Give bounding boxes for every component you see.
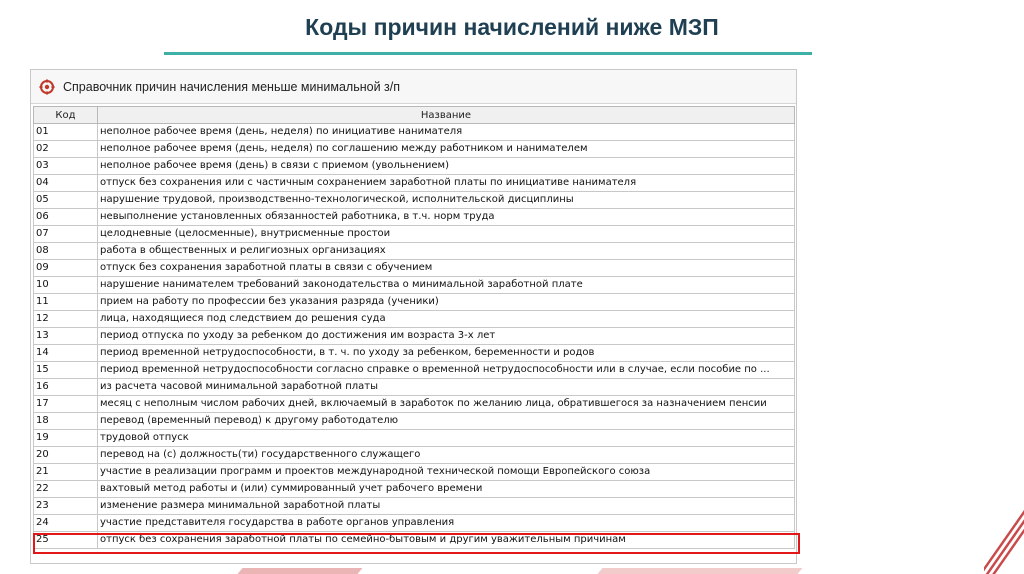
row-code-cell[interactable]: 22 [34,481,98,498]
corner-decoration [984,470,1024,574]
table-row[interactable] [34,532,795,549]
table-row[interactable] [34,481,795,498]
row-code-cell[interactable]: 01 [34,124,98,141]
row-code-cell[interactable]: 06 [34,209,98,226]
row-code-cell[interactable]: 25 [34,532,98,549]
table-row[interactable] [34,209,795,226]
table-row[interactable] [34,430,795,447]
row-name-cell[interactable]: перевод на (с) должность(ти) государственного служащего [98,447,795,464]
table-row[interactable] [34,345,795,362]
row-name-cell[interactable]: период временной нетрудоспособности согласно справке о временной нетрудоспособности или в случае, если пособие по ... [98,362,795,379]
table-row[interactable] [34,243,795,260]
row-code-cell[interactable]: 13 [34,328,98,345]
row-name-cell[interactable]: участие в реализации программ и проектов международной технической помощи Европейского союза [98,464,795,481]
row-code-cell[interactable]: 10 [34,277,98,294]
table-row[interactable] [34,124,795,141]
table-row[interactable] [34,464,795,481]
table-row[interactable] [34,328,795,345]
row-name-cell[interactable]: нарушение нанимателем требований законодательства о минимальной заработной плате [98,277,795,294]
row-code-cell[interactable]: 17 [34,396,98,413]
row-code-cell[interactable]: 14 [34,345,98,362]
row-name-cell[interactable]: участие представителя государства в работе органов управления [98,515,795,532]
table-row[interactable] [34,277,795,294]
row-name-cell[interactable]: из расчета часовой минимальной заработной платы [98,379,795,396]
row-code-cell[interactable]: 08 [34,243,98,260]
row-name-cell[interactable]: отпуск без сохранения или с частичным сохранением заработной платы по инициативе нанимателя [98,175,795,192]
table-body [34,124,795,549]
table-row[interactable] [34,294,795,311]
row-name-cell[interactable]: неполное рабочее время (день, неделя) по инициативе нанимателя [98,124,795,141]
row-code-cell[interactable]: 24 [34,515,98,532]
row-name-cell[interactable]: период временной нетрудоспособности, в т. ч. по уходу за ребенком, беременности и родов [98,345,795,362]
table-row[interactable] [34,260,795,277]
row-code-cell[interactable]: 09 [34,260,98,277]
table-row[interactable] [34,192,795,209]
row-code-cell[interactable]: 04 [34,175,98,192]
row-name-cell[interactable]: лица, находящиеся под следствием до решения суда [98,311,795,328]
row-code-cell[interactable]: 11 [34,294,98,311]
row-code-cell[interactable]: 20 [34,447,98,464]
window-titlebar[interactable] [31,70,796,104]
row-name-cell[interactable]: прием на работу по профессии без указания разряда (ученики) [98,294,795,311]
row-name-cell[interactable]: невыполнение установленных обязанностей работника, в т.ч. норм труда [98,209,795,226]
table-row[interactable] [34,396,795,413]
table-row[interactable] [34,158,795,175]
row-code-cell[interactable]: 12 [34,311,98,328]
row-name-cell[interactable]: отпуск без сохранения заработной платы в связи с обучением [98,260,795,277]
table-row[interactable] [34,498,795,515]
row-name-cell[interactable]: месяц с неполным числом рабочих дней, включаемый в заработок по желанию лица, обратившегося за назначением пенсии [98,396,795,413]
row-name-cell[interactable]: отпуск без сохранения заработной платы по семейно-бытовым и другим уважительным причинам [98,532,795,549]
column-header-code[interactable]: Код [34,107,98,124]
window-title: Справочник причин начисления меньше минимальной з/п [63,79,400,94]
table-row[interactable] [34,379,795,396]
row-name-cell[interactable]: изменение размера минимальной заработной платы [98,498,795,515]
table-row[interactable] [34,515,795,532]
row-name-cell[interactable]: нарушение трудовой, производственно-технологической, исполнительской дисциплины [98,192,795,209]
reasons-table [33,106,795,549]
row-name-cell[interactable]: вахтовый метод работы и (или) суммированный учет рабочего времени [98,481,795,498]
row-name-cell[interactable]: период отпуска по уходу за ребенком до достижения им возраста 3-х лет [98,328,795,345]
bottom-decoration [0,568,1024,574]
row-code-cell[interactable]: 15 [34,362,98,379]
table-row[interactable] [34,175,795,192]
row-code-cell[interactable]: 03 [34,158,98,175]
table-header-row [34,107,795,124]
table-row[interactable] [34,362,795,379]
row-code-cell[interactable]: 05 [34,192,98,209]
title-underline [164,52,812,55]
row-code-cell[interactable]: 16 [34,379,98,396]
table-row[interactable] [34,447,795,464]
row-name-cell[interactable]: целодневные (целосменные), внутрисменные простои [98,226,795,243]
row-name-cell[interactable]: перевод (временный перевод) к другому работодателю [98,413,795,430]
table-row[interactable] [34,141,795,158]
table-row[interactable] [34,311,795,328]
row-name-cell[interactable]: трудовой отпуск [98,430,795,447]
slide-title: Коды причин начислений ниже МЗП [305,14,719,40]
table-row[interactable] [34,413,795,430]
row-code-cell[interactable]: 02 [34,141,98,158]
row-name-cell[interactable]: работа в общественных и религиозных организациях [98,243,795,260]
app-gear-icon [39,79,55,95]
table-row[interactable] [34,226,795,243]
column-header-name[interactable]: Название [98,107,795,124]
row-code-cell[interactable]: 07 [34,226,98,243]
row-code-cell[interactable]: 23 [34,498,98,515]
row-name-cell[interactable]: неполное рабочее время (день) в связи с приемом (увольнением) [98,158,795,175]
reference-window [30,69,797,564]
row-code-cell[interactable]: 18 [34,413,98,430]
row-code-cell[interactable]: 19 [34,430,98,447]
row-code-cell[interactable]: 21 [34,464,98,481]
row-name-cell[interactable]: неполное рабочее время (день, неделя) по соглашению между работником и нанимателем [98,141,795,158]
